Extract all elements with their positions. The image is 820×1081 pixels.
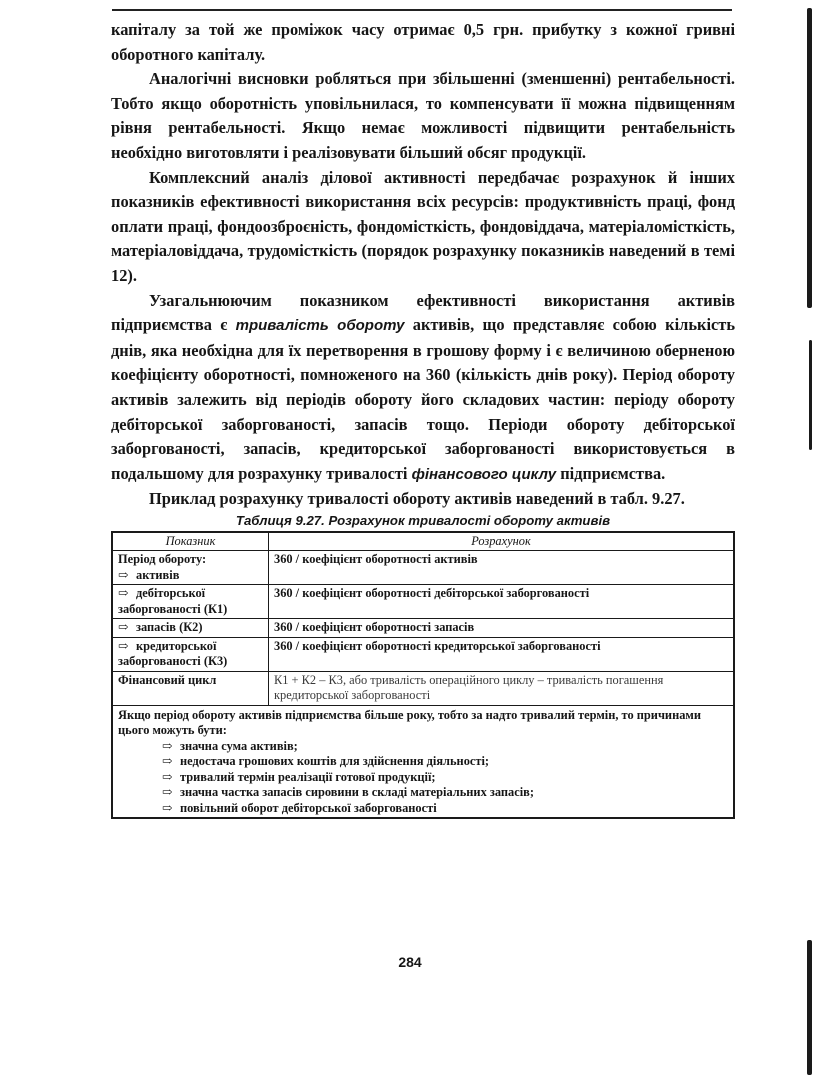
row-label [112, 637, 269, 671]
row-label-text: Період обороту: [118, 552, 207, 567]
paragraph-2: Аналогічні висновки робляться при збільшенні (зменшенні) рентабельності. Тобто якщо оборотність уповільнилася, то компенсувати її можна підвищенням рівня рентабельності. Якщо немає можливості підвищити рентабельність необхідно виготовляти і реалізовувати більший обсяг продукції. [111, 69, 735, 162]
page-number: 284 [398, 954, 422, 970]
row-calculation [269, 619, 735, 638]
arrow-right-outline-icon: ⇨ [162, 754, 173, 769]
turnover-table [111, 531, 735, 820]
row-label [112, 585, 269, 619]
calc-text: 360 / коефіцієнт оборотності дебіторської заборгованості [274, 586, 590, 601]
arrow-right-outline-icon: ⇨ [118, 620, 129, 635]
list-item [118, 739, 728, 755]
list-item-text: тривалий термін реалізації готової продукції; [180, 769, 436, 784]
paragraph-5: Приклад розрахунку тривалості обороту активів наведений в табл. 9.27. [149, 489, 685, 509]
table-note-row [112, 705, 734, 818]
list-item-text: значна частка запасів сировини в складі матеріальних запасів; [180, 785, 534, 800]
list-item-text: значна сума активів; [180, 738, 298, 753]
row-label: Фінансовий цикл [112, 671, 269, 705]
scan-edge-mark [807, 8, 812, 308]
row-calculation [269, 551, 735, 585]
table-caption: Таблиця 9.27. Розрахунок тривалості обороту активів [235, 512, 611, 528]
list-item-text: недостача грошових коштів для здійснення діяльності; [180, 754, 490, 769]
row-label-text: кредиторської заборгованості (К3) [118, 638, 228, 669]
row-calculation [269, 637, 735, 671]
header-calculation: Розрахунок [269, 532, 735, 551]
top-rule [112, 9, 732, 11]
calc-text: 360 / коефіцієнт оборотності запасів [274, 620, 475, 635]
arrow-right-outline-icon: ⇨ [118, 567, 129, 582]
paragraph-1: капіталу за той же проміжок часу отримає 0,5 грн. прибутку з кожної гривні оборотного капіталу. [111, 20, 735, 64]
term-turnover-duration: тривалість обороту [235, 317, 405, 335]
table-row [112, 619, 734, 638]
arrow-right-outline-icon: ⇨ [162, 800, 173, 815]
list-item-text: повільний оборот дебіторської заборгованості [180, 800, 437, 815]
calc-text: К1 + К2 – К3, або тривалість операційного циклу – тривалість погашення кредиторської заборгованості [274, 672, 664, 703]
table-row [112, 671, 734, 705]
table-note [112, 705, 734, 818]
list-item [118, 801, 728, 817]
row-label [112, 551, 269, 585]
page-body [111, 18, 735, 819]
calc-text: 360 / коефіцієнт оборотності активів [274, 552, 478, 567]
row-label [112, 619, 269, 638]
header-indicator: Показник [112, 532, 269, 551]
paragraph-4-text-b: активів, що представляє собою кількість днів, яка необхідна для їх перетворення в грошову форму і є величиною оберненою коефіцієнту оборотності, помноженого на 360 (кількість днів року). Період обороту активів залежить від періодів обороту його складових частин: періоду обороту дебіторської заборгованості, запасів тощо. Періоди обороту дебіторської заборгованості, запасів, кредиторської заборгованості використовується в подальшому для розрахунку тривалості [111, 315, 735, 483]
list-item [118, 754, 728, 770]
term-financial-cycle: фінансового циклу [411, 465, 557, 483]
row-label-text: дебіторської заборгованості (К1) [118, 586, 228, 616]
row-calculation [269, 671, 735, 705]
paragraph-4 [111, 289, 735, 488]
row-label-text: запасів (К2) [136, 620, 203, 635]
calc-text: 360 / коефіцієнт оборотності кредиторської заборгованості [274, 638, 601, 653]
arrow-right-outline-icon: ⇨ [118, 638, 129, 653]
table-header-row [112, 532, 734, 551]
arrow-right-outline-icon: ⇨ [162, 769, 173, 784]
list-item [118, 770, 728, 786]
table-row [112, 637, 734, 671]
scan-edge-mark [809, 340, 812, 450]
list-item [118, 785, 728, 801]
arrow-right-outline-icon: ⇨ [162, 785, 173, 800]
note-intro: Якщо період обороту активів підприємства більше року, тобто за надто тривалий термін, то причинами цього можуть бути: [118, 707, 701, 738]
paragraph-3: Комплексний аналіз ділової активності передбачає розрахунок й інших показників ефективності використання всіх ресурсів: продуктивність праці, фонд оплати праці, фондоозброєність, фондомісткість, фондовіддача, матеріаломісткість, матеріаловіддача, трудомісткість (порядок розрахунку показників наведений в темі 12). [111, 167, 735, 285]
arrow-right-outline-icon: ⇨ [162, 738, 173, 753]
table-row [112, 551, 734, 585]
row-calculation [269, 585, 735, 619]
paragraph-4-text-c: підприємства. [556, 463, 666, 483]
table-row [112, 585, 734, 619]
row-label-sub: активів [136, 567, 180, 582]
paragraph-4-text-a: Узагальнюючим показником ефективності використання активів підприємства є [111, 290, 735, 335]
arrow-right-outline-icon: ⇨ [118, 586, 129, 601]
